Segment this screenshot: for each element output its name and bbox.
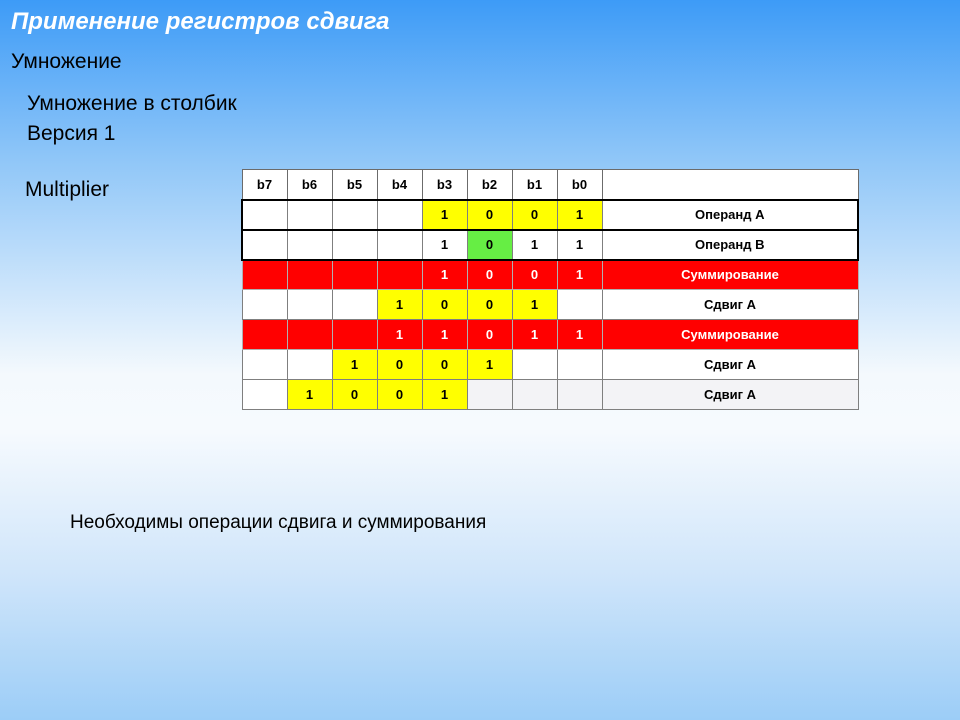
table-row: [242, 380, 858, 410]
bit-cell: 1: [557, 200, 602, 230]
bit-cell: 1: [377, 290, 422, 320]
bit-cell: [377, 260, 422, 290]
bit-cell: [377, 200, 422, 230]
bit-cell: 0: [377, 350, 422, 380]
bit-cell: 1: [287, 380, 332, 410]
operation-label: Сдвиг A: [602, 350, 858, 380]
bit-cell: 1: [422, 260, 467, 290]
bit-cell: 1: [512, 290, 557, 320]
header-cell: b5: [332, 170, 377, 200]
table-row: [242, 200, 858, 230]
operation-label: Операнд B: [602, 230, 858, 260]
bit-cell: 1: [512, 230, 557, 260]
header-cell: b7: [242, 170, 287, 200]
bit-cell: [287, 200, 332, 230]
bit-cell: [242, 350, 287, 380]
operation-label: Сдвиг A: [602, 380, 858, 410]
bit-cell: [242, 260, 287, 290]
header-cell: b4: [377, 170, 422, 200]
bit-cell: 0: [467, 260, 512, 290]
bit-cell: 1: [467, 350, 512, 380]
bit-cell: [242, 320, 287, 350]
multiplier-label: Multiplier: [25, 178, 110, 201]
table-row: [242, 350, 858, 380]
bit-cell: [332, 260, 377, 290]
operation-label: Сдвиг A: [602, 290, 858, 320]
header-cell: b2: [467, 170, 512, 200]
bit-cell: [242, 230, 287, 260]
bit-cell: 1: [332, 350, 377, 380]
bit-cell: 0: [467, 230, 512, 260]
bit-cell: [332, 290, 377, 320]
operation-label: Операнд A: [602, 200, 858, 230]
bit-cell: [287, 260, 332, 290]
version-label: Версия 1: [27, 122, 116, 145]
operation-label: Суммирование: [602, 320, 858, 350]
header-cell: b3: [422, 170, 467, 200]
bit-cell: 1: [557, 230, 602, 260]
bit-cell: [287, 350, 332, 380]
slide-subtitle: Умножение: [11, 50, 122, 73]
bit-cell: [512, 380, 557, 410]
table-header-row: [242, 170, 858, 200]
bit-cell: [332, 230, 377, 260]
bit-cell: [287, 290, 332, 320]
bit-cell: 1: [422, 200, 467, 230]
bit-cell: 1: [422, 380, 467, 410]
bit-cell: 0: [512, 260, 557, 290]
bit-cell: [332, 200, 377, 230]
bit-cell: [332, 320, 377, 350]
bit-cell: 1: [422, 320, 467, 350]
bit-cell: [557, 290, 602, 320]
bit-cell: [242, 200, 287, 230]
bit-cell: 0: [377, 380, 422, 410]
bit-cell: [557, 350, 602, 380]
table-row: [242, 320, 858, 350]
header-cell: b0: [557, 170, 602, 200]
shift-register-table: [241, 169, 859, 410]
bit-cell: [512, 350, 557, 380]
header-cell: [602, 170, 858, 200]
bit-cell: 0: [422, 290, 467, 320]
table-row: [242, 230, 858, 260]
bit-cell: 0: [467, 320, 512, 350]
slide-title: Применение регистров сдвига: [11, 8, 390, 35]
bit-cell: 1: [422, 230, 467, 260]
method-title: Умножение в столбик: [27, 92, 237, 115]
bit-cell: 0: [467, 290, 512, 320]
bit-cell: 1: [557, 320, 602, 350]
bit-cell: 1: [557, 260, 602, 290]
bit-cell: 0: [332, 380, 377, 410]
table-row: [242, 260, 858, 290]
bit-cell: 0: [422, 350, 467, 380]
bit-cell: [242, 380, 287, 410]
bit-cell: 0: [512, 200, 557, 230]
header-cell: b1: [512, 170, 557, 200]
bit-cell: [557, 380, 602, 410]
bit-cell: 0: [467, 200, 512, 230]
bit-cell: [377, 230, 422, 260]
bit-cell: 1: [512, 320, 557, 350]
operation-label: Суммирование: [602, 260, 858, 290]
bit-cell: [467, 380, 512, 410]
header-cell: b6: [287, 170, 332, 200]
conclusion-text: Необходимы операции сдвига и суммирования: [70, 512, 487, 533]
table-row: [242, 290, 858, 320]
bit-cell: [287, 230, 332, 260]
bit-cell: [242, 290, 287, 320]
bit-cell: 1: [377, 320, 422, 350]
bit-cell: [287, 320, 332, 350]
